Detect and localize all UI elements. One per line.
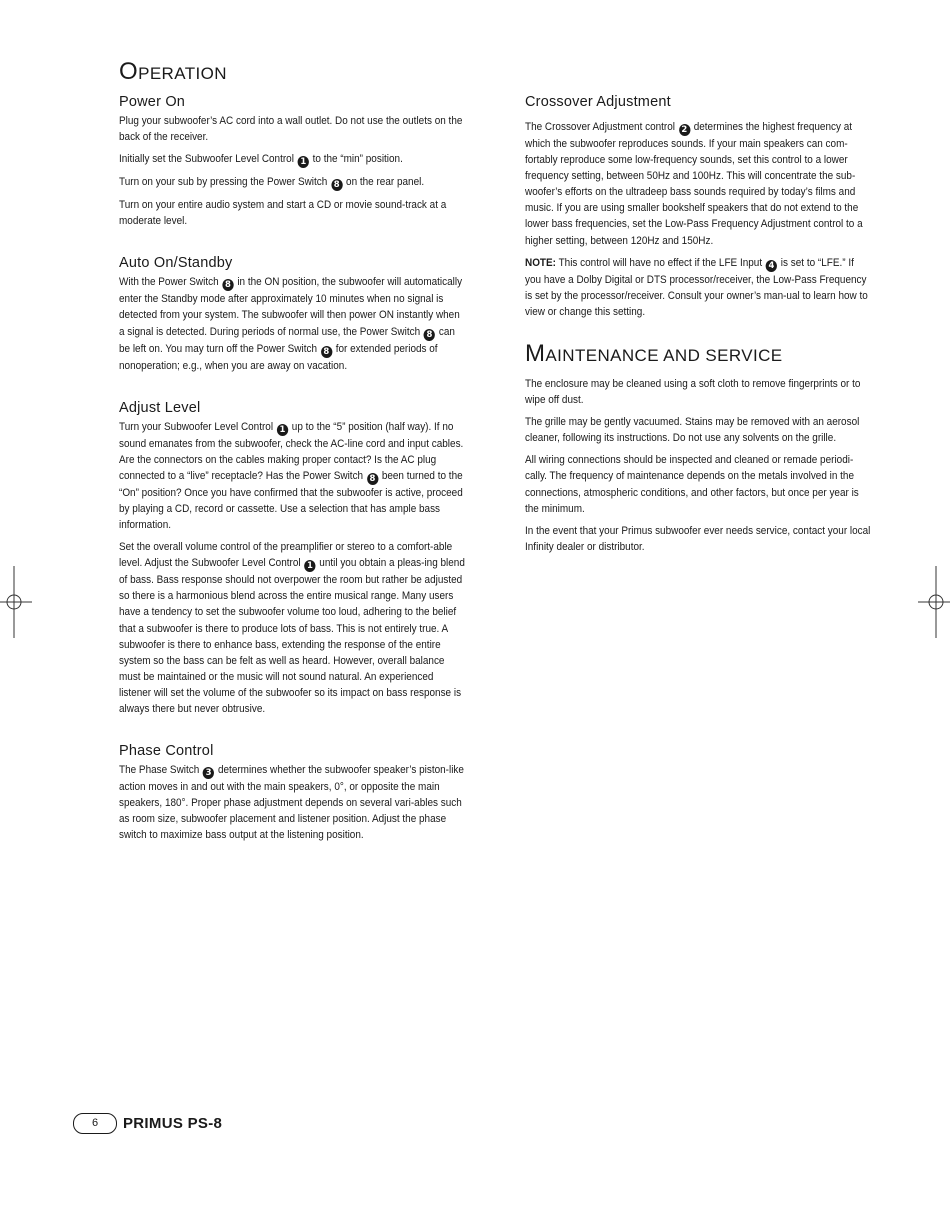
callout-number: 1 xyxy=(304,560,315,572)
callout-number: 8 xyxy=(331,179,342,191)
power-on-p1: Plug your subwoofer’s AC cord into a wall outlet. Do not use the outlets on the back of the receiver. xyxy=(119,115,463,144)
adjust-level-p2: Set the overall volume control of the preamplifier or stereo to a comfort-able level. Adjust the Subwoofer Level Control 1 until you obtain a pleas-ing blend of bass. Bass response should not overpower the room but rather be adjusted so there is a harmonious blend across the entire musical range. Many users have a tendency to set the subwoofer volume too loud, adhering to the belief that a subwoofer is there to produce lots of bass. This is not entirely true. A subwoofer is there to enhance bass, extending the response of the entire system so the bass can be felt as well as heard. However, overall balance must be maintained or the music will not sound natural. An experienced listener will set the volume of the subwoofer so its impact on bass response is always there but never obtrusive. xyxy=(119,541,465,715)
crossover-note: NOTE: This control will have no effect if the LFE Input 4 is set to “LFE.” If you have a Dolby Digital or DTS processor/receiver, the Low-Pass Frequency is set by the processor/receiver. Consult your owner’s man-ual to learn how to view or change this setting. xyxy=(525,256,868,318)
callout-number: 1 xyxy=(277,424,288,436)
auto-standby-p1: With the Power Switch 8 in the ON position, the subwoofer will automatically enter the Standby mode after approximately 10 minutes when no signal is detected from your system. The subwoofer will then power ON instantly when a signal is detected. During periods of normal use, the Power Switch 8 can be left on. You may turn off the Power Switch 8 for extended periods of nonoperation; e.g., when you are away on vacation. xyxy=(119,276,463,372)
maintenance-p2: The grille may be gently vacuumed. Stains may be removed with an aerosol cleaner, following its instructions. Do not use any solvents on the grille. xyxy=(525,416,860,445)
phase-control-p1: The Phase Switch 3 determines whether the subwoofer speaker’s piston-like action moves in and out with the main speakers, 0°, or opposite the main speakers, 180°. Proper phase adjustment depends on several vari-ables such as room size, subwoofer placement and listener position. Adjust the phase switch to maximize bass output at the listening position. xyxy=(119,764,464,842)
crossover-p1: The Crossover Adjustment control 2 determines the highest frequency at which the subwoofer reproduces sounds. If your main speakers can com-fortably reproduce some low-frequency sounds, set this control to a lower frequency setting, between 50Hz and 100Hz. This will concentrate the sub-woofer’s efforts on the ultradeep bass sounds required by today’s films and music. If you are using smaller bookshelf speakers that do not extend to the lower bass frequencies, set the Low-Pass Frequency Adjustment control to a higher setting, between 120Hz and 150Hz. xyxy=(525,121,863,247)
left-column xyxy=(119,58,465,849)
model-name: PRIMUS PS-8 xyxy=(123,1114,223,1132)
right-column xyxy=(525,94,871,561)
power-on-p4: Turn on your entire audio system and start a CD or movie sound-track at a moderate level. xyxy=(119,199,447,228)
adjust-level-p1: Turn your Subwoofer Level Control 1 up to the “5” position (half way). If no sound emanates from the subwoofer, check the AC-line cord and input cables. Are the connectors on the cables making proper contact? Is the AC plug connected to a “live” receptacle? Has the Power Switch 8 been turned to the “On” position? Once you have confirmed that the subwoofer is active, proceed by playing a CD, record or cassette. Use a selection that has ample bass information. xyxy=(119,420,464,532)
callout-number: 8 xyxy=(222,279,233,291)
maintenance-title: MAINTENANCE AND SERVICE xyxy=(525,339,783,367)
callout-number: 3 xyxy=(203,767,214,779)
page-number: 6 xyxy=(73,1113,117,1134)
callout-number: 8 xyxy=(367,473,378,485)
note-label: NOTE: xyxy=(525,256,556,269)
registration-mark-left-icon xyxy=(0,566,32,638)
page-footer xyxy=(73,1112,222,1134)
callout-number: 2 xyxy=(679,124,690,136)
callout-number: 8 xyxy=(424,329,435,341)
maintenance-p3: All wiring connections should be inspected and cleaned or remade periodi-cally. The frequency of maintenance depends on the metals involved in the connections, atmospheric conditions, and other factors, but once per year is the minimum. xyxy=(525,454,859,515)
callout-number: 8 xyxy=(321,346,332,358)
callout-number: 1 xyxy=(298,156,309,168)
auto-standby-heading: Auto On/Standby xyxy=(119,255,233,272)
crossover-heading: Crossover Adjustment xyxy=(525,94,671,110)
registration-mark-right-icon xyxy=(918,566,950,638)
power-on-p2: Initially set the Subwoofer Level Control 1 to the “min” position. xyxy=(119,153,403,168)
power-on-p3: Turn on your sub by pressing the Power Switch 8 on the rear panel. xyxy=(119,176,425,191)
phase-control-heading: Phase Control xyxy=(119,743,214,760)
maintenance-p4: In the event that your Primus subwoofer ever needs service, contact your local Infinity dealer or distributor. xyxy=(525,524,871,553)
maintenance-p1: The enclosure may be cleaned using a soft cloth to remove fingerprints or to wipe off dust. xyxy=(525,377,861,407)
adjust-level-heading: Adjust Level xyxy=(119,399,201,416)
operation-title: OPERATION xyxy=(119,58,227,85)
power-on-heading: Power On xyxy=(119,94,186,110)
callout-number: 4 xyxy=(766,260,777,272)
